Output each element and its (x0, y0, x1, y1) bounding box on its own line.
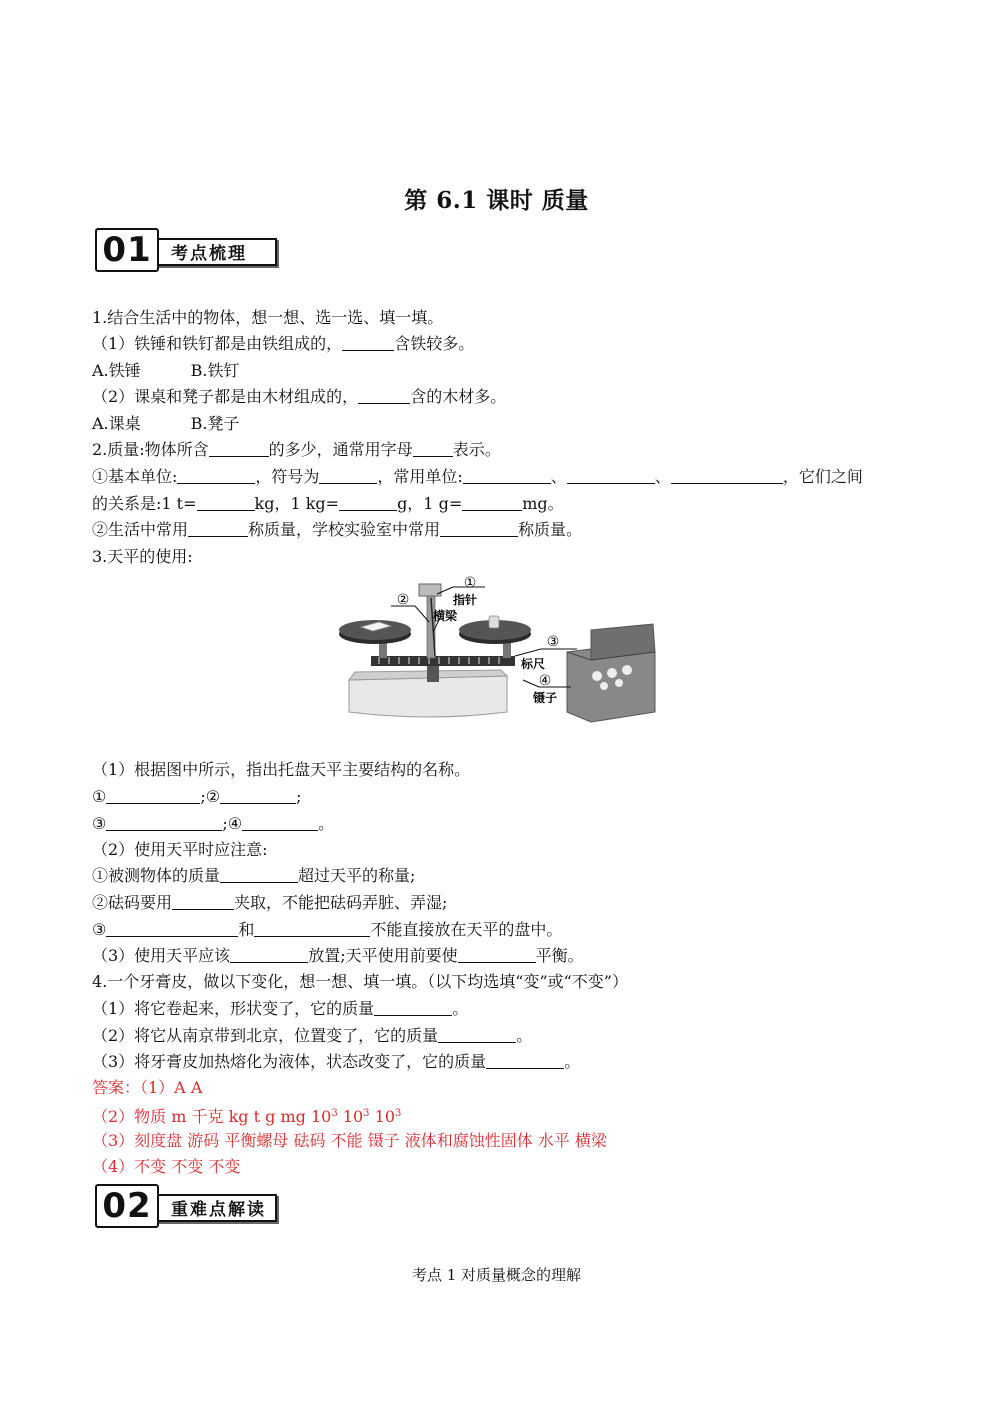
answer-line1: 答案：（1）A A (92, 1078, 203, 1097)
label-tweezers: 镊子 (533, 691, 558, 705)
q3-note3: ③ 和 不能直接放在天平的盘中。 (92, 920, 563, 939)
subheading: 考点 1 对质量概念的理解 (411, 1266, 582, 1284)
q3-p3: （3）使用天平应该 放置;天平使用前要使 平衡。 (92, 946, 584, 965)
balance-figure (335, 572, 665, 730)
q3-note1: ①被测物体的质量 超过天平的称量; (92, 866, 416, 885)
balance-base (349, 676, 507, 717)
label-scale: 标尺 (521, 657, 546, 671)
q3-note2: ②砝码要用 夹取，不能把砝码弄脏、弄湿; (92, 893, 448, 912)
label-pointer: 指针 (453, 593, 478, 607)
q1-options2: A.课桌 B.凳子 (92, 414, 240, 433)
section-number: 01 (95, 228, 159, 272)
q4-s2: （2）将它从南京带到北京，位置变了，它的质量 。 (92, 1026, 533, 1045)
q1-part1: （1）铁锤和铁钉都是由铁组成的， 含铁较多。 (92, 334, 475, 353)
page-title: 第 6.1 课时 质量 (404, 187, 589, 214)
q2-line3: 的关系是:1 t= kg，1 kg= g，1 g= mg。 (92, 494, 564, 513)
q1-options1: A.铁锤 B.铁钉 (92, 361, 240, 380)
balance-ruler (371, 656, 515, 666)
q4-stem: 4.一个牙膏皮，做以下变化，想一想、填一填。（以下均选填“变”或“不变”） (92, 972, 628, 991)
label-n4: ④ (538, 673, 552, 689)
q3-stem: 3.天平的使用: (92, 547, 193, 566)
q3-p1: （1）根据图中所示，指出托盘天平主要结构的名称。 (92, 760, 471, 779)
answer-line3: （3）刻度盘 游码 平衡螺母 砝码 不能 镊子 液体和腐蚀性固体 水平 横梁 (92, 1131, 607, 1150)
label-beam: 横梁 (433, 609, 458, 623)
section-number: 02 (95, 1184, 159, 1228)
q4-s3: （3）将牙膏皮加热熔化为液体，状态改变了，它的质量 。 (92, 1052, 581, 1071)
q4-s1: （1）将它卷起来，形状变了，它的质量 。 (92, 999, 469, 1018)
answer-line2: （2）物质 m 千克 kg t g mg $10^3$ $10^3$ $10^3$ (92, 1107, 402, 1126)
label-n2: ② (396, 592, 410, 608)
q2-line2: ①基本单位: ，符号为 ，常用单位: 、 、 ，它们之间 (92, 467, 863, 486)
answer-line4: （4）不变 不变 不变 (92, 1157, 241, 1176)
section-label: 重难点解读 (157, 1194, 277, 1222)
q2-line1: 2.质量:物体所含 的多少，通常用字母 表示。 (92, 440, 501, 459)
section-label: 考点梳理 (157, 238, 277, 266)
q2-line4: ②生活中常用 称质量，学校实验室中常用 称质量。 (92, 520, 583, 539)
q3-answer-12: ① ;② ; (92, 787, 302, 806)
q3-answer-34: ③ ;④ 。 (92, 814, 335, 833)
q3-p2: （2）使用天平时应注意: (92, 840, 268, 859)
label-n3: ③ (546, 634, 560, 650)
label-n1: ① (463, 575, 477, 591)
q1-stem: 1.结合生活中的物体，想一想、选一选、填一填。 (92, 308, 444, 327)
q1-part2: （2）课桌和凳子都是由木材组成的， 含的木材多。 (92, 387, 507, 406)
